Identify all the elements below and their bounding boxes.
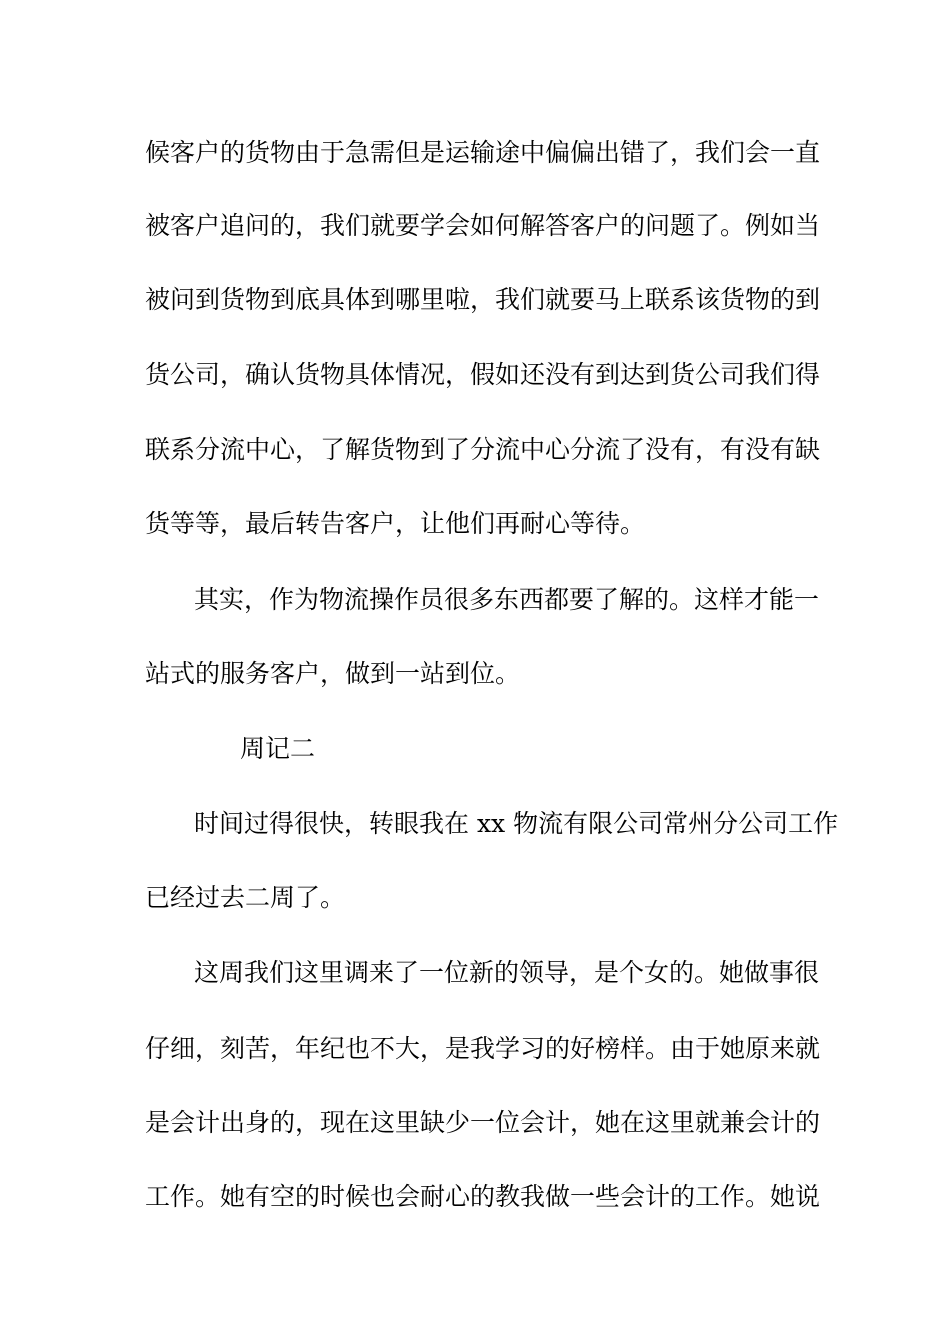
text-line: 时间过得很快，转眼我在 xx 物流有限公司常州分公司工作 (194, 809, 839, 838)
text-line: 货公司，确认货物具体情况，假如还没有到达到货公司我们得 (145, 360, 821, 389)
text-line: 联系分流中心，了解货物到了分流中心分流了没有，有没有缺 (145, 435, 821, 464)
text-line: 其实，作为物流操作员很多东西都要了解的。这样才能一 (194, 585, 820, 614)
text-line: 工作。她有空的时候也会耐心的教我做一些会计的工作。她说 (145, 1182, 821, 1211)
text-line: 候客户的货物由于急需但是运输途中偏偏出错了，我们会一直 (145, 138, 821, 167)
text-line: 货等等，最后转告客户，让他们再耐心等待。 (145, 509, 646, 538)
text-line: 已经过去二周了。 (145, 883, 346, 912)
text-line: 这周我们这里调来了一位新的领导，是个女的。她做事很 (194, 958, 820, 987)
text-line: 被问到货物到底具体到哪里啦，我们就要马上联系该货物的到 (145, 285, 821, 314)
text-line: 是会计出身的，现在这里缺少一位会计，她在这里就兼会计的 (145, 1108, 821, 1137)
section-heading: 周记二 (240, 734, 316, 763)
text-line: 站式的服务客户，做到一站到位。 (145, 659, 521, 688)
text-line: 仔细，刻苦，年纪也不大，是我学习的好榜样。由于她原来就 (145, 1034, 821, 1063)
text-line: 被客户追问的，我们就要学会如何解答客户的问题了。例如当 (145, 211, 821, 240)
